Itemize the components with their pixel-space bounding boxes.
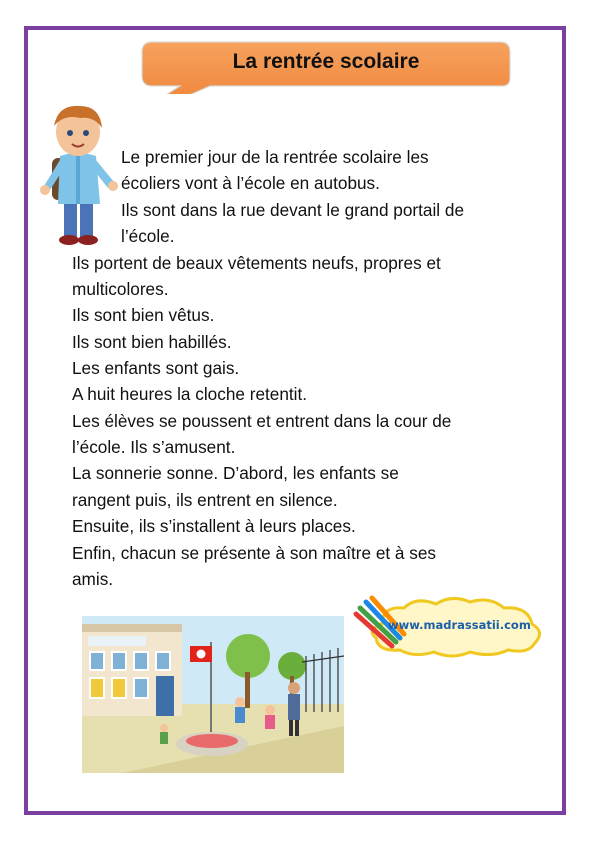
website-url: www.madrassatii.com <box>388 618 531 632</box>
text-line: l’école. <box>121 226 175 246</box>
page-title: La rentrée scolaire <box>232 50 420 73</box>
text-line: Ils sont dans la rue devant le grand portail de <box>121 200 465 220</box>
text-line: rangent puis, ils entrent en silence. <box>72 490 338 510</box>
text-line: Les enfants sont gais. <box>72 358 240 378</box>
text-line: A huit heures la cloche retentit. <box>72 384 308 404</box>
text-line: Les élèves se poussent et entrent dans la cour de <box>72 411 452 431</box>
text-line: Enfin, chacun se présente à son maître et à ses <box>72 543 437 563</box>
text-line: l’école. Ils s’amusent. <box>72 437 236 457</box>
text-line: multicolores. <box>72 279 169 299</box>
text-line: La sonnerie sonne. D’abord, les enfants se <box>72 463 399 483</box>
schoolyard-illustration <box>82 616 344 773</box>
text-line: Ils sont bien vêtus. <box>72 305 215 325</box>
text-line: Ensuite, ils s’installent à leurs places. <box>72 516 356 536</box>
boy-illustration <box>34 100 124 248</box>
text-line: Ils sont bien habillés. <box>72 332 232 352</box>
text-line: amis. <box>72 569 114 589</box>
text-line: Le premier jour de la rentrée scolaire les <box>121 147 429 167</box>
text-line: Ils portent de beaux vêtements neufs, propres et <box>72 253 441 273</box>
text-line: écoliers vont à l’école en autobus. <box>121 173 380 193</box>
